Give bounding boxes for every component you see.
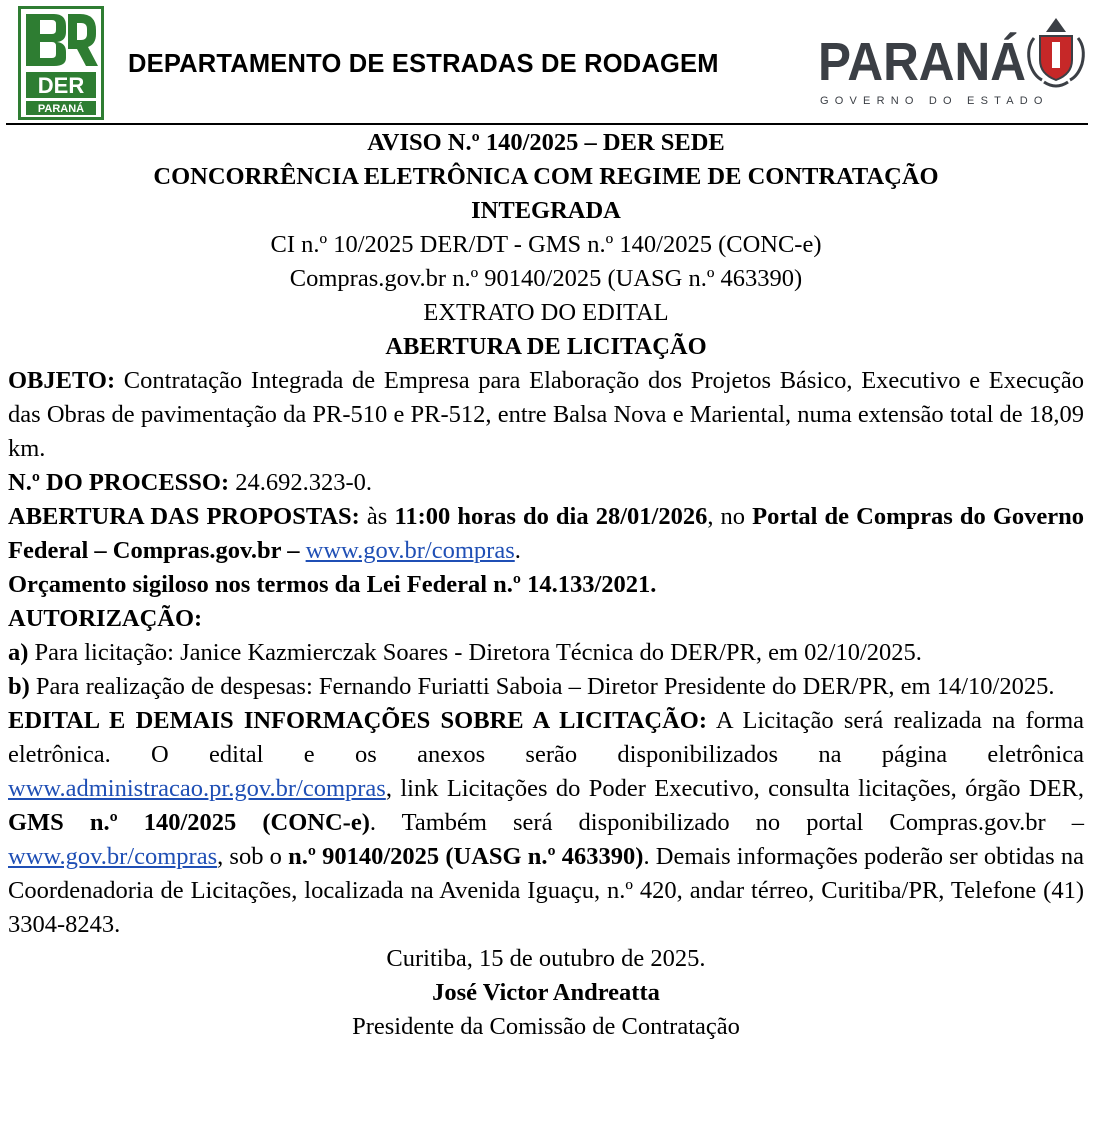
svg-text:PARANÁ: PARANÁ [37,103,85,115]
signer-role: Presidente da Comissão de Contratação [352,1013,740,1040]
abertura-datetime: 11:00 horas do dia 28/01/2026 [394,503,708,530]
compras-link[interactable]: www.gov.br/compras [305,537,515,564]
notice-body [8,126,1084,1044]
objeto-label: OBJETO: [8,367,116,394]
administracao-link[interactable]: www.administracao.pr.gov.br/compras [8,775,386,802]
abertura-portal: Portal de Compras do Governo Federal – Compras.gov.br – [8,503,1085,564]
gms-number: GMS n.º 140/2025 (CONC-e) [8,809,370,836]
header-divider [6,123,1088,125]
ci-reference: CI n.º 10/2025 DER/DT - GMS n.º 140/2025 (CONC-e) [270,231,822,258]
uasg-number: n.º 90140/2025 (UASG n.º 463390) [288,843,644,870]
edital-paragraph: EDITAL E DEMAIS INFORMAÇÕES SOBRE A LICITAÇÃO: A Licitação será realizada na forma eletrônica. O edital e os anexos serão disponibilizados na página eletrônica www.administracao.pr.gov.br/compras, link Licitações do Poder Executivo, consulta licitações, órgão DER, GMS n.º 140/2025 (CONC-e). Também será disponibilizado no portal Compras.gov.br – www.gov.br/compras, sob o n.º 90140/2025 (UASG n.º 463390). Demais informações poderão ser obtidas na Coordenadoria de Licitações, localizada na Avenida Iguaçu, n.º 420, andar térreo, Curitiba/PR, Telefone (41) 3304-8243. [8,707,1084,938]
notice-subtitle: CONCORRÊNCIA ELETRÔNICA COM REGIME DE CONTRATAÇÃO INTEGRADA [153,163,939,224]
objeto-text: Contratação Integrada de Empresa para Elaboração dos Projetos Básico, Executivo e Execução das Obras de pavimentação da PR-510 e PR-512, entre Balsa Nova e Mariental, numa extensão total de 18,09 km. [8,367,1084,462]
letterhead [0,0,1094,128]
parana-tagline: GOVERNO DO ESTADO [820,95,1049,107]
parana-coat-of-arms-icon [1029,18,1084,86]
abertura-label: ABERTURA DAS PROPOSTAS: [8,503,360,530]
processo-value: 24.692.323-0. [229,469,373,496]
objeto-paragraph [8,364,1084,466]
extract-heading: EXTRATO DO EDITAL [423,299,669,326]
processo-paragraph [8,466,1084,500]
processo-label: N.º DO PROCESSO: [8,469,230,496]
autorizacao-item-a: a) Para licitação: Janice Kazmierczak Soares - Diretora Técnica do DER/PR, em 02/10/2025. [8,639,922,666]
autorizacao-heading: AUTORIZAÇÃO: [8,605,203,632]
compras-reference: Compras.gov.br n.º 90140/2025 (UASG n.º 463390) [289,265,803,292]
parana-wordmark: PARANÁ [818,32,1026,92]
notice-title: AVISO N.º 140/2025 – DER SEDE [367,129,725,156]
der-logo-icon [18,6,104,120]
department-title: DEPARTAMENTO DE ESTRADAS DE RODAGEM [128,50,719,78]
autorizacao-item-b: b) Para realização de despesas: Fernando Furiatti Saboia – Diretor Presidente do DER/PR, em 14/10/2025. [8,673,1055,700]
orcamento-paragraph: Orçamento sigiloso nos termos da Lei Federal n.º 14.133/2021. [8,571,657,598]
place-date: Curitiba, 15 de outubro de 2025. [386,945,706,972]
abertura-paragraph: ABERTURA DAS PROPOSTAS: às 11:00 horas do dia 28/01/2026, no Portal de Compras do Governo Federal – Compras.gov.br – www.gov.br/compras. [8,503,1085,564]
compras-link-2[interactable]: www.gov.br/compras [8,843,218,870]
opening-heading: ABERTURA DE LICITAÇÃO [385,333,707,360]
edital-label: EDITAL E DEMAIS INFORMAÇÕES SOBRE A LICITAÇÃO: [8,707,707,734]
svg-text:DER: DER [37,73,85,98]
signer-name: José Victor Andreatta [432,979,660,1006]
parana-logo [818,12,1088,108]
